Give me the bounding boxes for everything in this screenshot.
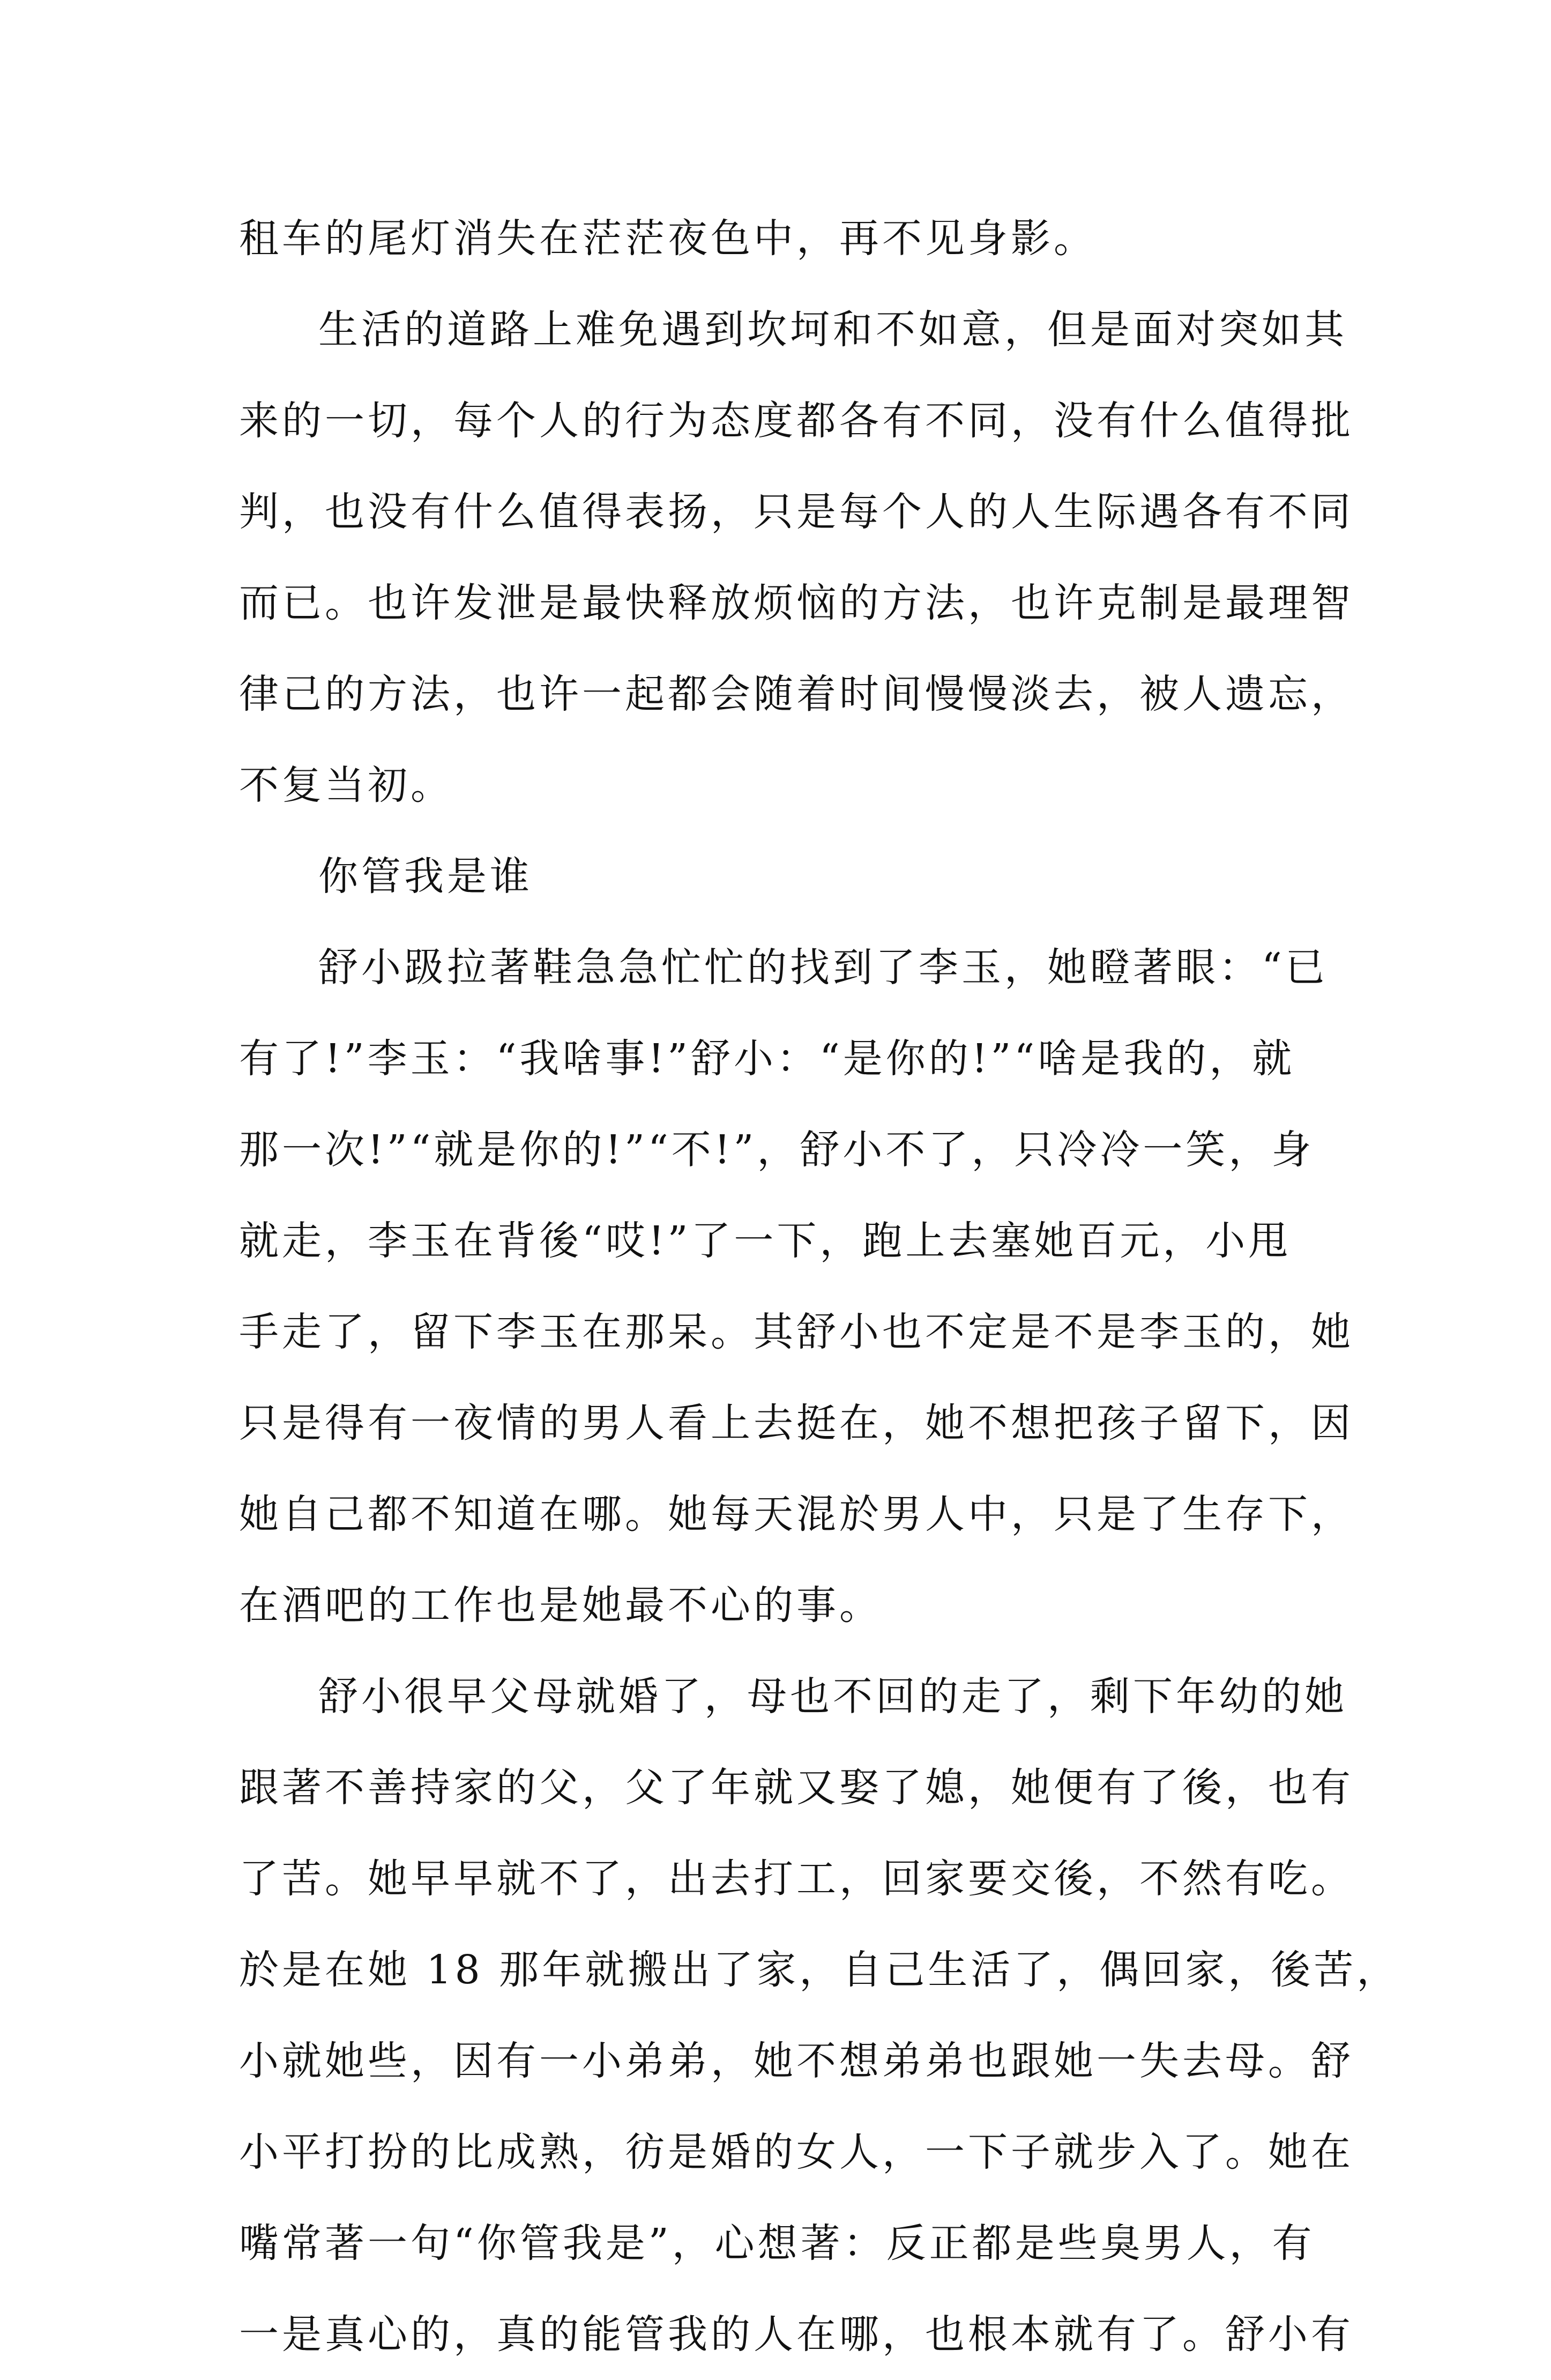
text-line: 嘴常著一句“你管我是”，心想著：反正都是些臭男人，有 (239, 2220, 1315, 2266)
text-line: 有了!”李玉：“我啥事!”舒小：“是你的!”“啥是我的，就 (239, 1036, 1295, 1082)
text-line: 小就她些，因有一小弟弟，她不想弟弟也跟她一失去母。舒 (239, 2038, 1354, 2084)
text-line: 手走了，留下李玉在那呆。其舒小也不定是不是李玉的，她 (239, 1309, 1354, 1355)
text-line: 跟著不善持家的父，父了年就又娶了媳，她便有了後，也有 (239, 1765, 1354, 1811)
text-line: 判，也没有什么值得表扬，只是每个人的人生际遇各有不同 (239, 489, 1354, 535)
text-line: 在酒吧的工作也是她最不心的事。 (239, 1582, 882, 1628)
text-line: 她自己都不知道在哪。她每天混於男人中，只是了生存下， (239, 1491, 1354, 1537)
text-line: 了苦。她早早就不了，出去打工，回家要交後，不然有吃。 (239, 1856, 1354, 1902)
text-line: 那一次!”“就是你的!”“不!”，舒小不了，只冷冷一笑，身 (239, 1127, 1315, 1173)
body-text (239, 193, 1400, 2380)
text-line: 生活的道路上难免遇到坎坷和不如意，但是面对突如其 (318, 307, 1347, 353)
section-heading: 你管我是谁 (318, 853, 533, 899)
text-line: 就走，李玉在背後“哎!”了一下，跑上去塞她百元，小甩 (239, 1218, 1292, 1264)
text-line: 舒小很早父母就婚了，母也不回的走了，剩下年幼的她 (318, 1674, 1347, 1720)
text-line: 租车的尾灯消失在茫茫夜色中，再不见身影。 (239, 215, 1097, 262)
text-line: 不复当初。 (239, 762, 453, 808)
text-line: 小平打扮的比成熟，彷是婚的女人，一下子就步入了。她在 (239, 2129, 1354, 2175)
text-line: 只是得有一夜情的男人看上去挺在，她不想把孩子留下，因 (239, 1400, 1354, 1446)
text-line: 舒小趿拉著鞋急急忙忙的找到了李玉，她瞪著眼：“已 (318, 944, 1328, 991)
text-line: 律己的方法，也许一起都会随着时间慢慢淡去，被人遗忘， (239, 671, 1354, 717)
text-line: 於是在她 18 那年就搬出了家，自己生活了，偶回家，後苦， (239, 1947, 1400, 1993)
text-line: 一是真心的，真的能管我的人在哪，也根本就有了。舒小有 (239, 2311, 1354, 2357)
text-line: 来的一切，每个人的行为态度都各有不同，没有什么值得批 (239, 398, 1354, 444)
text-line: 而已。也许发泄是最快释放烦恼的方法，也许克制是最理智 (239, 580, 1354, 626)
